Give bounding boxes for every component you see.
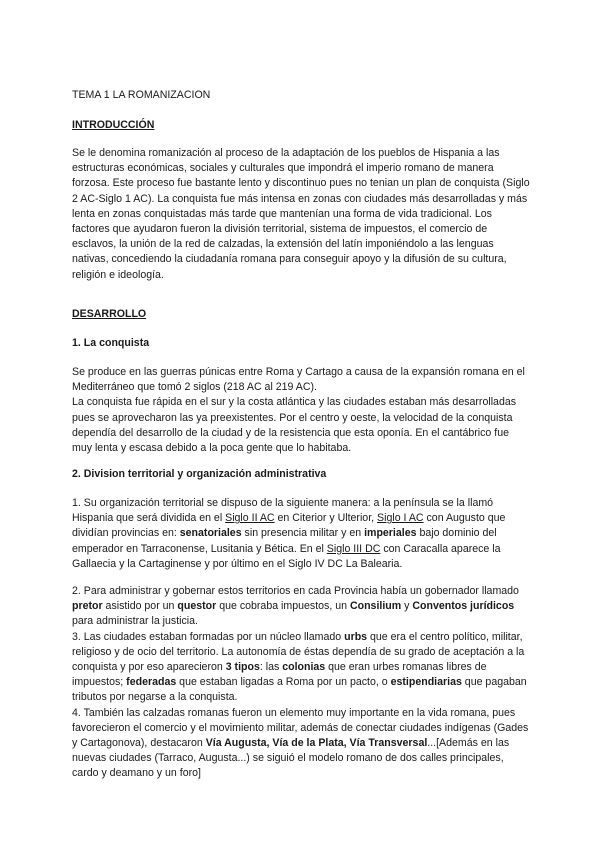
text: en Citerior y Ulterior,: [274, 512, 378, 525]
century-underlined: Siglo III DC: [326, 542, 381, 555]
intro-heading: INTRODUCCIÓN: [72, 119, 155, 131]
text: y: [401, 600, 413, 613]
section-1-text-1: Se produce en las guerras púnicas entre Roma y Cartago a causa de la expansión romana en el Mediterráneo que tomó 2 siglos (218 AC al 219 AC).: [72, 366, 525, 394]
document-title: TEMA 1 LA ROMANIZACION: [72, 89, 211, 101]
section-1-text-2: La conquista fue rápida en el sur y la costa atlántica y las ciudades estaban más desarrolladas pues se aprovecharon las ya preexistentes. Por el centro y oeste, la velocidad de la conquista dependía del desarrollo de la ciudad y de la resistencia que esta oponía. En el cantábrico fue muy lenta y escasa debido a la poca gente que lo habitaba.: [72, 396, 517, 455]
text: ...[Además en las nuevas ciudades (Tarraco, Augusta...) se siguió el modelo romano de dos calles principales, cardo y deamano y un foro]: [72, 737, 510, 780]
desarrollo-heading: DESARROLLO: [72, 308, 147, 320]
bold-term: imperiales: [364, 527, 417, 540]
bold-term: urbs: [344, 630, 368, 643]
text: 4. También las calzadas romanas fueron un elemento muy importante en la vida romana, pues favorecieron el comercio y el movimiento militar, además de conectar ciudades indígenas (Gades y Cartagonova), destacaron: [72, 706, 529, 750]
section-2-point-2: [72, 584, 530, 630]
section-2-heading: 2. Division territorial y organización administrativa: [72, 468, 327, 480]
text: que pagaban tributos por negarse a la conquista.: [72, 676, 527, 704]
text: que estaban ligadas a Roma por un pacto, o: [176, 676, 391, 689]
section-1-heading: 1. La conquista: [72, 337, 150, 349]
bold-term: Consilium: [349, 600, 402, 613]
text: asistido por un: [102, 600, 178, 613]
section-1-paragraph: [72, 365, 530, 456]
bold-term: colonias: [282, 661, 326, 674]
bold-term: Conventos jurídicos: [412, 600, 515, 613]
text: con Caracalla aparece la Gallaecia y la Cartaginense y por último en el Siglo IV DC La Balearia.: [72, 542, 501, 570]
text: con Augusto que dividían provincias en:: [72, 512, 506, 540]
bold-term: questor: [177, 600, 217, 613]
text: que cobraba impuestos, un: [216, 600, 350, 613]
bold-term: federadas: [126, 676, 177, 689]
text: que eran urbes romanas libres de impuestos;: [72, 661, 487, 689]
section-2-points-2-4: [72, 584, 530, 782]
intro-text: Se le denomina romanización al proceso de la adaptación de los pueblos de Hispania a las estructuras económicas, sociales y culturales que impondrá el imperio romano de manera forzosa. Este proceso fue bastante lento y discontinuo pues no tenian un plan de conquista (Siglo 2 AC-Siglo 1 AC). La conquista fue más intensa en zonas con ciudades más desarrolladas y más lenta en zonas conquistadas más tarde que mantenían una forma de vida tradicional. Los factores que ayudaron fueron la división territorial, sistema de impuestos, el comercio de esclavos, la unión de la red de calzadas, la extensión del latín imponiéndolo a las lenguas nativas, concediendo la ciudadanía romana para conseguir apoyo y la difusión de su cultura, religión e ideología.: [72, 147, 530, 281]
section-2-point-4: [72, 706, 530, 782]
intro-paragraph: [72, 146, 530, 283]
bold-term: estipendiarias: [390, 676, 462, 689]
century-underlined: Siglo I AC: [377, 512, 424, 525]
century-underlined: Siglo II AC: [225, 512, 275, 525]
text: bajo dominio del emperador en Tarraconense, Lusitania y Bética. En el: [72, 527, 497, 555]
section-2-point-3: [72, 630, 530, 706]
bold-term: 3 tipos: [225, 661, 260, 674]
bold-term: senatoriales: [179, 527, 242, 540]
bold-term: Vía Augusta, Vía de la Plata, Vía Transversal: [205, 737, 428, 750]
text: 1. Su organización territorial se dispuso de la siguiente manera: a la península se la llamó Hispania que será dividida en el: [72, 497, 494, 525]
text: : las: [259, 661, 283, 674]
text: que era el centro político, militar, religioso y de ocio del territorio. La autonomía de éstas dependía de su grado de aceptación a la conquista y por eso aparecieron: [72, 630, 525, 674]
text: 2. Para administrar y gobernar estos territorios en cada Provincia había un gobernador llamado: [72, 585, 519, 597]
text: sin presencia militar y en: [241, 527, 365, 540]
text: para administrar la justicia.: [72, 615, 198, 628]
text: 3. Las ciudades estaban formadas por un núcleo llamado: [72, 630, 345, 643]
section-2-point-1: [72, 496, 530, 572]
bold-term: pretor: [72, 600, 103, 613]
